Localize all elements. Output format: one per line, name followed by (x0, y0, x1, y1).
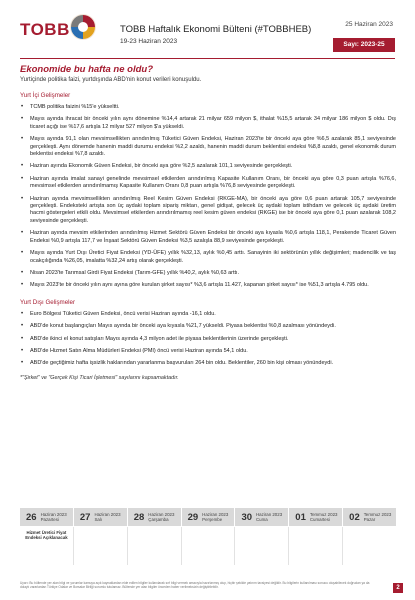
list-item: • Mayıs ayında 91,1 olan mevsimsellikten arındırılmış Tüketici Güven Endeksi, Haziran 2023'te bir önceki aya göre %6,5 azalarak 85,1 seviyesinde gerçekleşti. Aynı dönemde hanenin maddi durumu endeksi %2,2 azaldı, hanenin maddi durum beklentisi endeksi %8,8 azaldı, genel ekonomik durum beklentisi endeksi %7,8 azaldı. (20, 136, 396, 158)
issue-badge: Sayı: 2023-25 (333, 38, 395, 52)
day-month: Haziran 2023 (94, 511, 121, 517)
calendar-day (182, 508, 235, 526)
list-item: • ABD'de geçtiğimiz hafta işsizlik haklarından yararlanma başvuruları 264 bin oldu. Beklentiler, 260 bin kişi olması yönündeydi. (20, 360, 396, 367)
list-item: • Haziran ayında imalat sanayi genelinde mevsimsel etkilerden arındırılmış Kapasite Kullanım Oranı, bir önceki aya göre 0,3 puan artışla %76,6, mevsimsel etkilerden arındırılmamış Kapasite Kullanım Oranı 0,8 puan artışla %76,8 seviyesinde gerçekleşti. (20, 176, 396, 191)
calendar-day (235, 508, 288, 526)
day-number: 01 (295, 511, 306, 523)
calendar-cell (289, 527, 343, 565)
calendar-cell (343, 527, 396, 565)
day-number: 26 (26, 511, 37, 523)
foreign-heading: Yurt Dışı Gelişmeler (20, 298, 76, 306)
list-item: • Nisan 2023'te Tarımsal Girdi Fiyat Endeksi (Tarım-GFE) yıllık %40,2, aylık %0,63 arttı. (20, 270, 396, 277)
list-item: • Mayıs 2023'te bir önceki yılın aynı ayına göre kurulan şirket sayısı* %3,6 artışla 11.427, kapanan şirket sayısı* ise %51,3 artışla 4.795 oldu. (20, 282, 396, 289)
disclaimer-text: Uyarı: Bu bültende yer alan bilgi ve yorumlar kamuya açık kaynaklardan elde edilen bilgiler kullanılarak sırf bilgi vermek amacıyla hazırlanmış olup, hiçbir şekilde yatırım tavsiyesi değildir. Bu bilgilerin kullanılması sonucu oluşabilecek doğrudan ya da dolaylı zararlardan Türkiye Odalar ve Borsalar Birliği sorumlu tutulamaz. Bültende yer alan bilgiler önceden haber verilmeksizin değiştirilebilir. (20, 581, 370, 590)
calendar-cell (235, 527, 289, 565)
calendar-day (289, 508, 342, 526)
day-weekday: Cuma (256, 517, 268, 522)
day-month: Haziran 2023 (202, 511, 229, 517)
list-item: • Haziran ayında Ekonomik Güven Endeksi, bir önceki aya göre %2,5 azalarak 101,1 seviyesinde gerçekleşti. (20, 163, 396, 170)
list-item: • Haziran ayında mevsimsellikten arındırılmış Reel Kesim Güven Endeksi (RKGE-MA), bir önceki aya göre 0,6 puan artarak 105,7 seviyesinde gerçekleşti. Endeksteki artışta son üç aydaki toplam sipariş miktarı, genel gidişat, gelecek üç aydaki toplam istihdam ve gelecek üç aydaki üretim hacmi göstergeleri etkili oldu. Mevsimsel etkilerden arındırılmamış reel kesim güven endeksi (RKGE) ise bir önceki aya göre 0,1 puan azalarak 108,2 seviyesinde gerçekleşti. (20, 196, 396, 226)
domestic-heading: Yurt İçi Gelişmeler (20, 92, 71, 99)
calendar-day (128, 508, 181, 526)
day-month: Haziran 2023 (40, 511, 67, 517)
tobb-logo-icon (68, 12, 98, 42)
day-month: Haziran 2023 (256, 511, 283, 517)
calendar-day (20, 508, 73, 526)
page-number: 2 (393, 583, 403, 593)
day-number: 29 (187, 511, 199, 523)
bulletin-date-range: 19-23 Haziran 2023 (120, 38, 178, 45)
calendar-cell (74, 527, 128, 565)
day-number: 27 (79, 511, 91, 523)
publish-date: 25 Haziran 2023 (345, 21, 393, 28)
list-item: • Mayıs ayında Yurt Dışı Üretici Fiyat Endeksi (YD-ÜFE) yıllık %32,13, aylık %0,45 arttı. Sanayinin iki sektörünün yıllık değişimleri; madencilik ve taş ocakçılığında %26,05, imalatta %32,24 artış olarak gerçekleşti. (20, 250, 396, 265)
calendar-day (74, 508, 127, 526)
day-month: Temmuz 2023 (309, 511, 338, 517)
day-number: 02 (349, 511, 360, 523)
section-title: Ekonomide bu hafta ne oldu? (20, 64, 153, 75)
calendar-cell (182, 527, 236, 565)
calendar-event: Hizmet Üretici Fiyat Endeksi Açıklanacak (25, 530, 68, 541)
tobb-logo-text: TOBB (20, 20, 70, 39)
day-weekday: Salı (94, 517, 103, 522)
day-weekday: Cumartesi (309, 517, 330, 522)
page-header (0, 0, 415, 62)
day-weekday: Pazar (363, 517, 376, 522)
foreign-list (20, 311, 396, 368)
list-item: • Mayıs ayında ihracat bir önceki yılın aynı dönemine %14,4 artarak 21 milyar 659 milyon $, ithalat %15,5 artarak 34 milyar 186 milyon $ oldu. Dış ticaret açığı ise %17,6 artışla 12 milyar 527 milyon $'a yükseldi. (20, 116, 396, 131)
day-number: 28 (133, 511, 145, 523)
calendar-cell (20, 527, 74, 565)
weekly-calendar (20, 508, 396, 564)
calendar-events-row (20, 527, 396, 565)
day-weekday: Perşembe (202, 517, 223, 522)
calendar-header-row (20, 508, 396, 526)
list-item: • ABD'de ikinci el konut satışları Mayıs ayında 4,3 milyon adet ile piyasa beklentilerinin üzerinde gerçekleşti. (20, 336, 396, 343)
day-number: 30 (241, 511, 253, 523)
list-item: • Euro Bölgesi Tüketici Güven Endeksi, öncü verisi Haziran ayında -16,1 oldu. (20, 311, 396, 318)
footnote: *"Şirket" ve "Gerçek Kişi Ticari İşletmesi" sayılarını kapsamaktadır. (20, 374, 179, 381)
bulletin-title: TOBB Haftalık Ekonomi Bülteni (#TOBBHEB) (120, 24, 312, 35)
list-item: • ABD'de konut başlangıçları Mayıs ayında bir önceki aya kıyasla %21,7 yükseldi. Piyasa beklentisi %0,8 azalması yönündeydi. (20, 323, 396, 330)
day-weekday: Çarşamba (148, 517, 169, 522)
section-subtitle: Yurtiçinde politika faizi, yurtdışında ABD'nin konut verileri konuşuldu. (20, 77, 202, 83)
day-month: Haziran 2023 (148, 511, 175, 517)
main-content (20, 64, 396, 381)
list-item: • Haziran ayında mevsim etkilerinden arındırılmış Hizmet Sektörü Güven Endeksi bir önceki aya kıyasla %0,6 artışla 118,1, Perakende Ticaret Güven Endeksi %0,9 artışla 117,7 ve İnşaat Sektörü Güven Endeksi %3,5 azalışla 88,9 seviyesinde gerçekleşti. (20, 230, 396, 245)
calendar-cell (128, 527, 182, 565)
header-divider (20, 58, 395, 59)
day-month: Temmuz 2023 (363, 511, 392, 517)
list-item: • ABD'de Hizmet Satın Alma Müdürleri Endeksi (PMI) öncü verisi Haziran ayında 54,1 oldu. (20, 348, 396, 355)
calendar-day (343, 508, 396, 526)
list-item: • TCMB politika faizini %15'e yükseltti. (20, 104, 396, 111)
domestic-list (20, 104, 396, 290)
day-weekday: Pazartesi (40, 517, 59, 522)
